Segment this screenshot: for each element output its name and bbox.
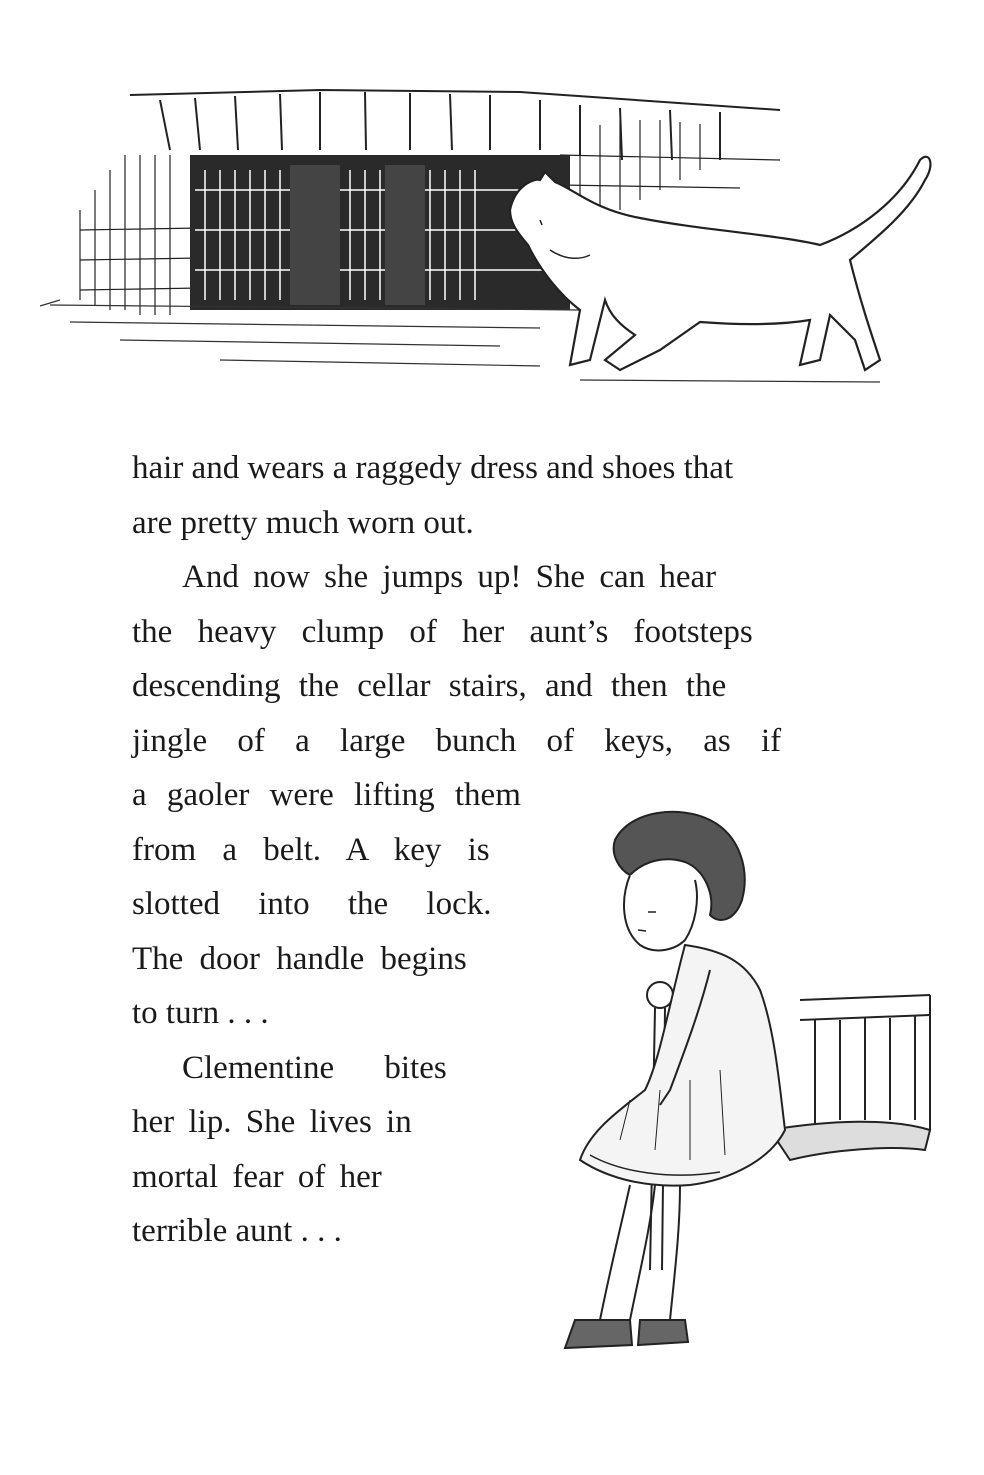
girl-on-bed-illustration [470,800,950,1420]
text-line: are pretty much worn out. [132,504,474,541]
text-line: hair and wears a raggedy dress and shoes that [132,450,734,486]
text-line: the heavy clump of her aunt’s footsteps [132,613,753,650]
text-line: descending the cellar stairs, and then the [132,668,727,704]
text-line: jingle of a large bunch of keys, as if [132,722,782,759]
text-line: The door handle begins [132,940,467,977]
text-line: slotted into the lock. [132,886,492,922]
text-line: her lip. She lives in [132,1104,412,1140]
text-line: a gaoler were lifting them [132,777,521,813]
text-line: And now she jumps up! She can hear [182,559,717,595]
text-line: Clementine bites [182,1049,447,1086]
paragraph-full-width [132,441,850,768]
text-line: from a belt. A key is [132,831,490,868]
text-line: terrible aunt . . . [132,1213,342,1249]
cat-cellar-illustration [20,60,960,390]
text-line: to turn . . . [132,995,269,1031]
text-line: mortal fear of her [132,1158,382,1195]
